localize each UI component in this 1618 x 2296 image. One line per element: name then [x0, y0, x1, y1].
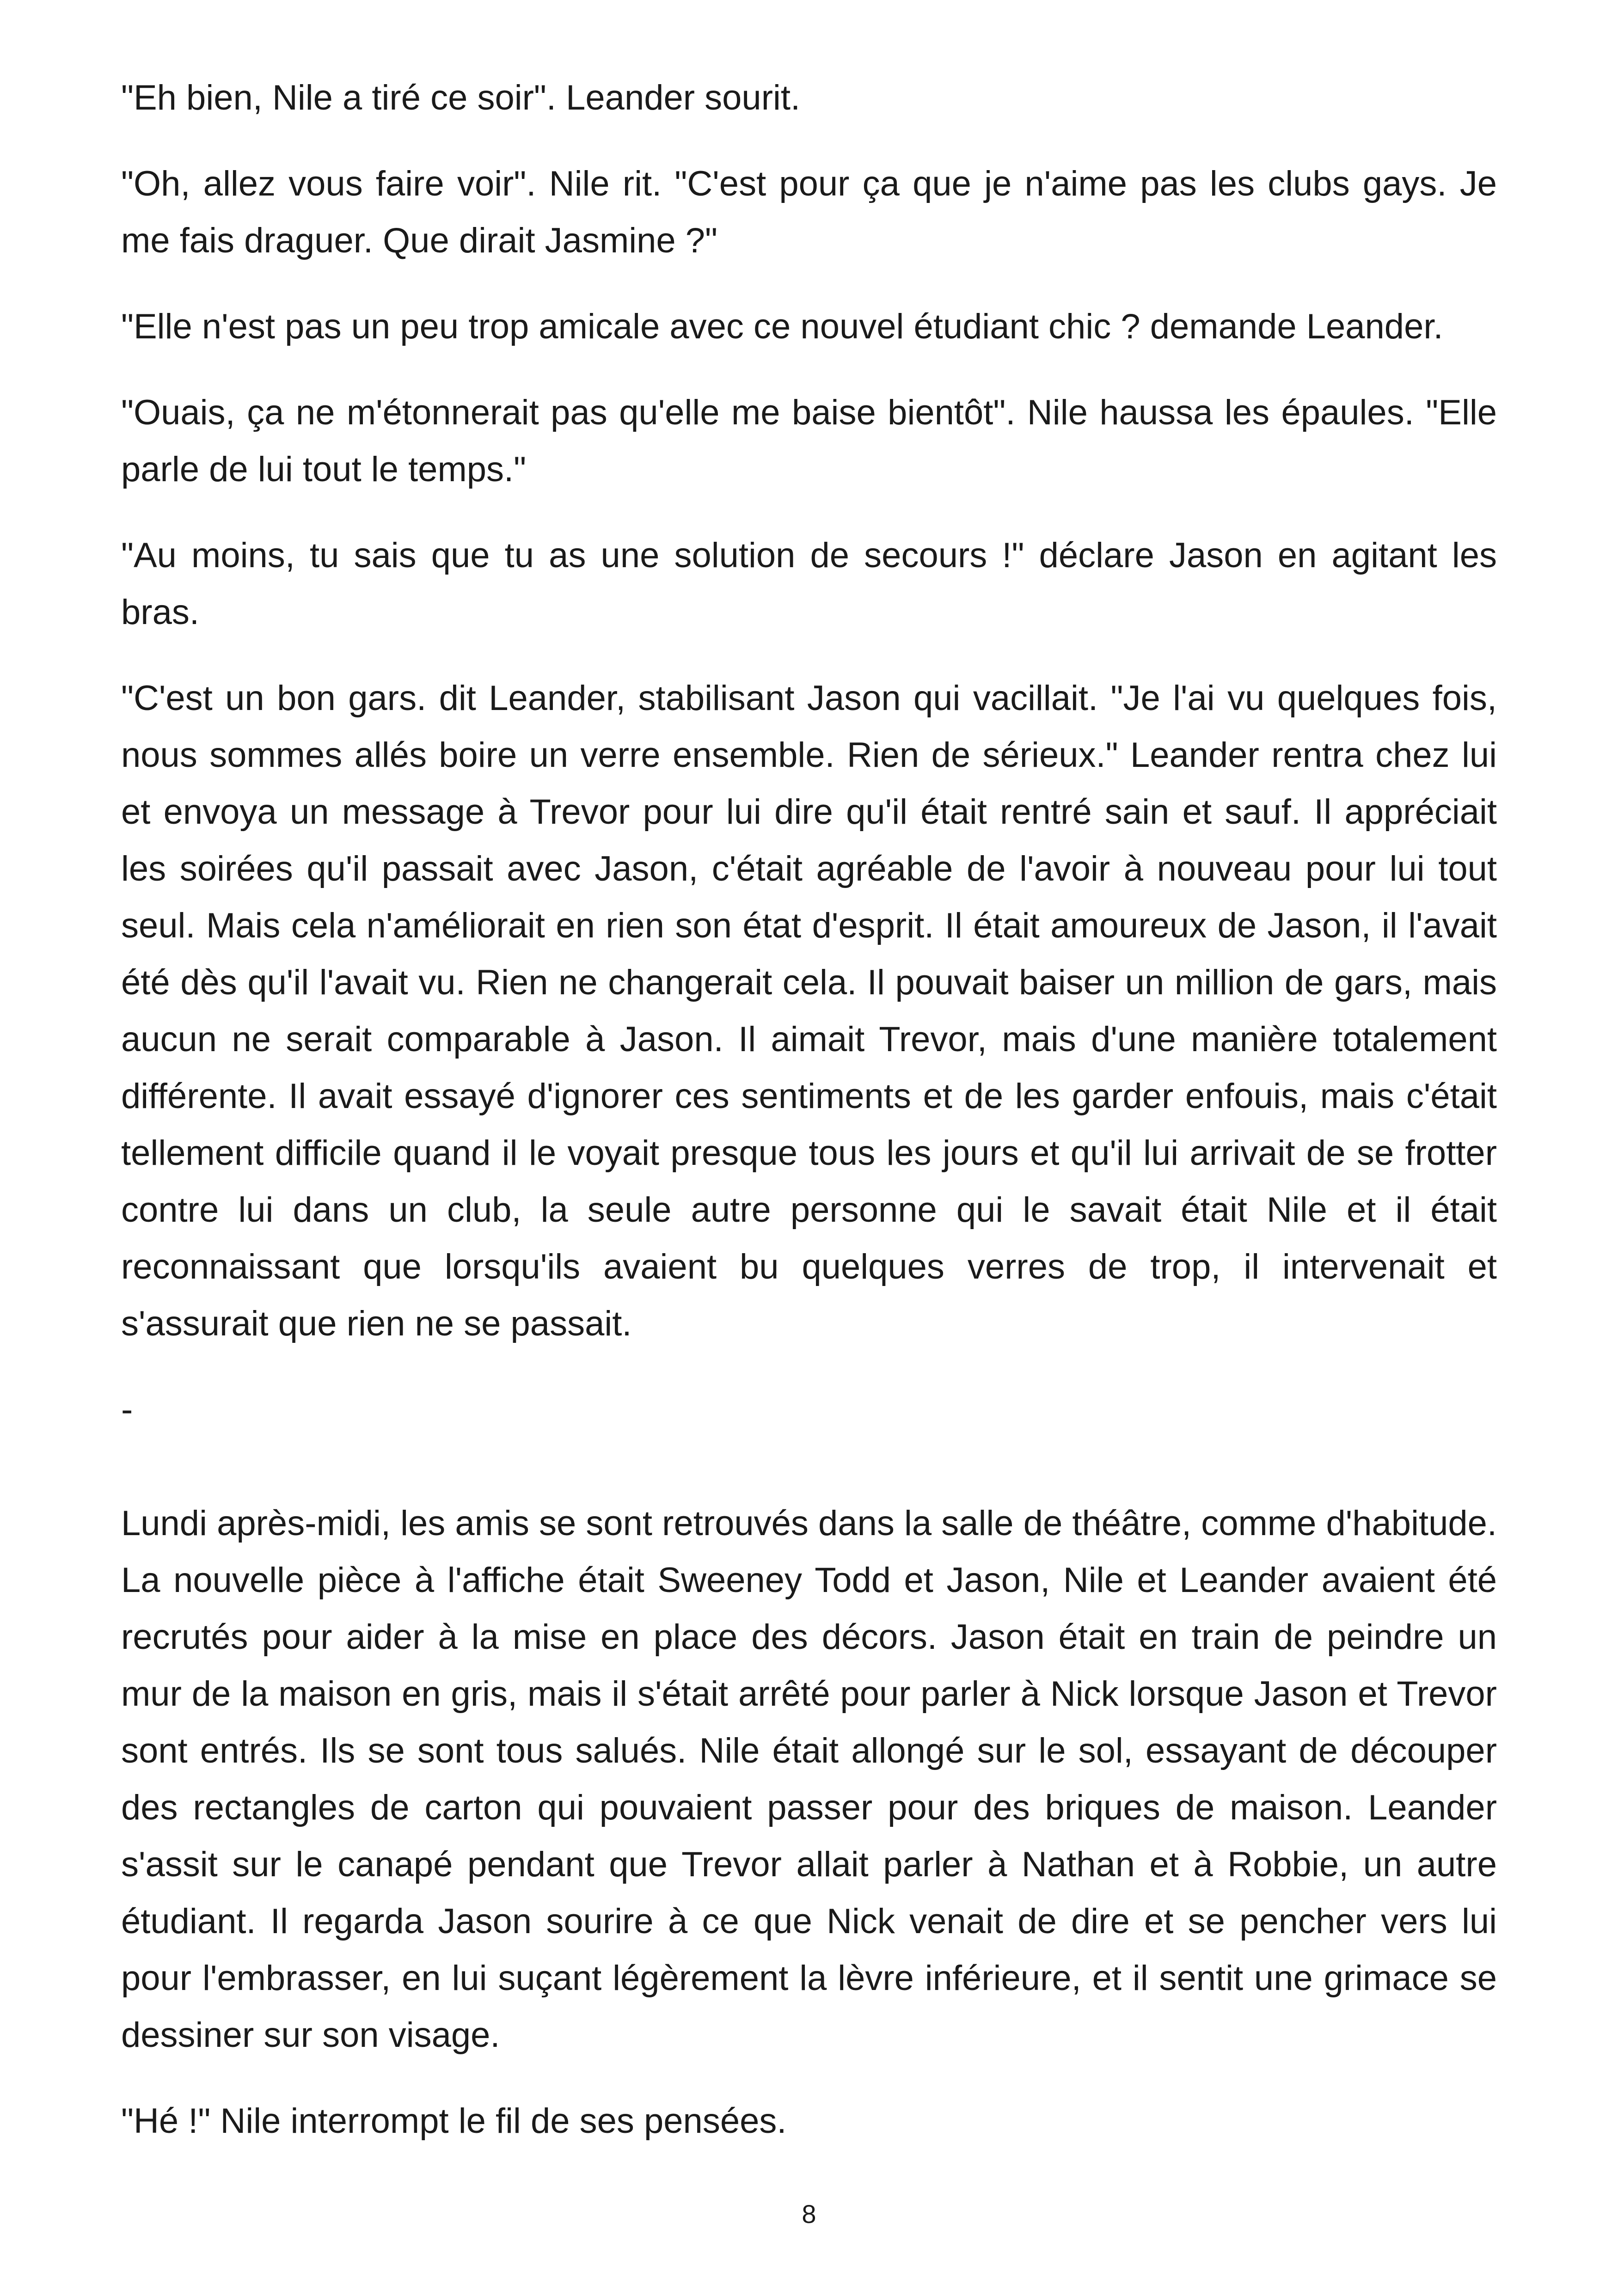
paragraph: "Eh bien, Nile a tiré ce soir". Leander sourit.	[121, 78, 801, 117]
paragraph: "Oh, allez vous faire voir". Nile rit. "C'est pour ça que je n'aime pas les clubs gays. Je me fais draguer. Que dirait Jasmine ?"	[121, 164, 1497, 260]
paragraph: "C'est un bon gars. dit Leander, stabilisant Jason qui vacillait. "Je l'ai vu quelques fois, nous sommes allés boire un verre ensemble. Rien de sérieux." Leander rentra chez lui et envoya un message à Trevor pour lui dire qu'il était rentré sain et sauf. Il appréciait les soirées qu'il passait avec Jason, c'était agréable de l'avoir à nouveau pour lui tout seul. Mais cela n'améliorait en rien son état d'esprit. Il était amoureux de Jason, il l'avait été dès qu'il l'avait vu. Rien ne changerait cela. Il pouvait baiser un million de gars, mais aucun ne serait comparable à Jason. Il aimait Trevor, mais d'une manière totalement différente. Il avait essayé d'ignorer ces sentiments et de les garder enfouis, mais c'était tellement difficile quand il le voyait presque tous les jours et qu'il lui arrivait de se frotter contre lui dans un club, la seule autre personne qui le savait était Nile et il était reconnaissant que lorsqu'ils avaient bu quelques verres de trop, il intervenait et s'assurait que rien ne se passait.	[121, 679, 1497, 1343]
paragraph: "Ouais, ça ne m'étonnerait pas qu'elle me baise bientôt". Nile haussa les épaules. "Elle parle de lui tout le temps."	[121, 393, 1497, 489]
page-body	[121, 69, 1497, 2179]
paragraph: "Elle n'est pas un peu trop amicale avec ce nouvel étudiant chic ? demande Leander.	[121, 307, 1443, 346]
paragraph: "Hé !" Nile interrompt le fil de ses pensées.	[121, 2101, 787, 2141]
page-number: 8	[802, 2199, 816, 2229]
paragraph: "Au moins, tu sais que tu as une solution de secours !" déclare Jason en agitant les bras.	[121, 536, 1497, 632]
scene-separator: -	[121, 1390, 133, 1429]
paragraph: Lundi après-midi, les amis se sont retrouvés dans la salle de théâtre, comme d'habitude. La nouvelle pièce à l'affiche était Sweeney Todd et Jason, Nile et Leander avaient été recrutés pour aider à la mise en place des décors. Jason était en train de peindre un mur de la maison en gris, mais il s'était arrêté pour parler à Nick lorsque Jason et Trevor sont entrés. Ils se sont tous salués. Nile était allongé sur le sol, essayant de découper des rectangles de carton qui pouvaient passer pour des briques de maison. Leander s'assit sur le canapé pendant que Trevor allait parler à Nathan et à Robbie, un autre étudiant. Il regarda Jason sourire à ce que Nick venait de dire et se pencher vers lui pour l'embrasser, en lui suçant légèrement la lèvre inférieure, et il sentit une grimace se dessiner sur son visage.	[121, 1504, 1497, 2055]
